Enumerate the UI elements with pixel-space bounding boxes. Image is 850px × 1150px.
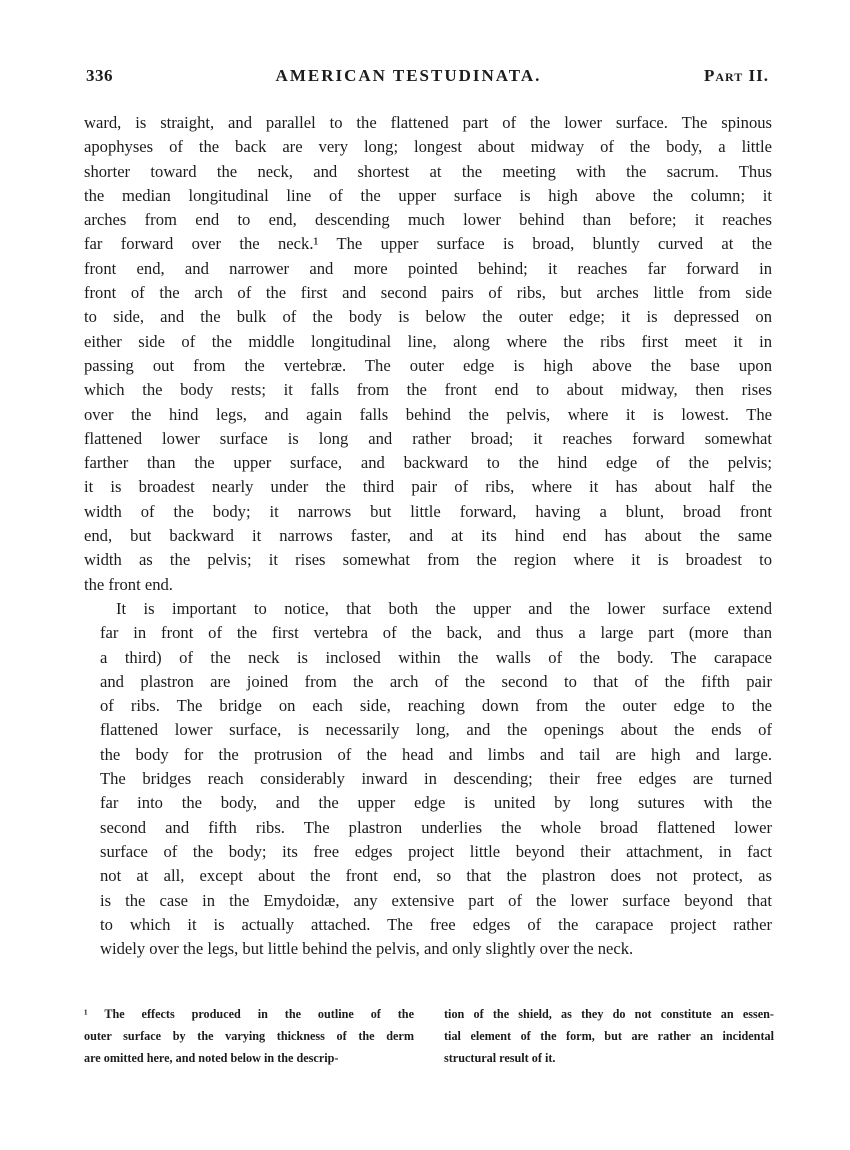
paragraph-2-line: is the case in the Emydoidæ, any extensive part of the lower surface beyond that [100, 890, 772, 910]
page-number: 336 [86, 66, 113, 85]
paragraph-1-line: the front end. [84, 574, 173, 594]
paragraph-2-line: the body for the protrusion of the head and limbs and tail are high and large. [100, 744, 772, 764]
paragraph-1-line: front of the arch of the first and second pairs of ribs, but arches little from side [84, 283, 772, 303]
part-label: Part II. [703, 66, 769, 85]
paragraph-1-line: farther than the upper surface, and backward to the hind edge of the pelvis; [84, 453, 772, 473]
footnotes [84, 1003, 774, 1069]
paragraph-1-line: arches from end to end, descending much lower behind than before; it reaches [84, 210, 772, 230]
paragraph-1-line: passing out from the vertebræ. The outer edge is high above the base upon [84, 355, 772, 375]
paragraph-1-line: ward, is straight, and parallel to the flattened part of the lower surface. The spinous [84, 113, 772, 132]
footnote-left-line: are omitted here, and noted below in the descrip- [84, 1051, 339, 1065]
paragraph-2-line: The bridges reach considerably inward in descending; their free edges are turned [100, 769, 772, 789]
footnote-left-line: ¹ The effects produced in the outline of the [84, 1007, 414, 1021]
paragraph-1-line: width as the pelvis; it rises somewhat from the region where it is broadest to [84, 550, 772, 570]
paragraph-2-line: of ribs. The bridge on each side, reaching down from the outer edge to the [100, 696, 772, 716]
running-title: AMERICAN TESTUDINATA. [275, 66, 542, 85]
paragraph-1 [84, 111, 772, 597]
paragraph-2 [84, 597, 772, 961]
paragraph-1-line: end, but backward it narrows faster, and at its hind end has about the same [84, 526, 772, 546]
paragraph-2-line: It is important to notice, that both the upper and the lower surface extend [116, 598, 772, 618]
paragraph-1-line: far forward over the neck.¹ The upper surface is broad, bluntly curved at the [84, 234, 772, 254]
paragraph-1-line: it is broadest nearly under the third pair of ribs, where it has about half the [84, 477, 772, 497]
paragraph-2-line: and plastron are joined from the arch of the second to that of the fifth pair [100, 671, 772, 691]
paragraph-1-line: front end, and narrower and more pointed behind; it reaches far forward in [84, 258, 772, 278]
running-header [86, 66, 769, 90]
paragraph-1-line: to side, and the bulk of the body is below the outer edge; it is depressed on [84, 307, 772, 327]
footnote-right-line: structural result of it. [444, 1051, 556, 1065]
paragraph-2-line: widely over the legs, but little behind the pelvis, and only slightly over the neck. [100, 939, 634, 959]
paragraph-2-line: second and fifth ribs. The plastron underlies the whole broad flattened lower [100, 817, 772, 837]
footnote-right-line: tion of the shield, as they do not constitute an essen- [444, 1007, 774, 1021]
paragraph-1-line: either side of the middle longitudinal line, along where the ribs first meet it in [84, 331, 772, 351]
paragraph-2-line: surface of the body; its free edges project little beyond their attachment, in fact [100, 841, 772, 861]
footnote-right-column [444, 1003, 774, 1069]
paragraph-1-line: the median longitudinal line of the upper surface is high above the column; it [84, 185, 772, 205]
footnote-right-line: tial element of the form, but are rather an incidental [444, 1029, 774, 1043]
paragraph-2-line: a third) of the neck is inclosed within the walls of the body. The carapace [100, 647, 772, 667]
paragraph-2-line: far in front of the first vertebra of the back, and thus a large part (more than [100, 623, 772, 643]
footnote-left-column [84, 1003, 414, 1069]
paragraph-1-line: over the hind legs, and again falls behind the pelvis, where it is lowest. The [84, 404, 772, 424]
paragraph-1-line: width of the body; it narrows but little forward, having a blunt, broad front [84, 501, 772, 521]
paragraph-2-line: flattened lower surface, is necessarily long, and the openings about the ends of [100, 720, 772, 740]
paragraph-1-line: shorter toward the neck, and shortest at the meeting with the sacrum. Thus [84, 161, 772, 181]
paragraph-1-line: which the body rests; it falls from the front end to about midway, then rises [84, 380, 772, 400]
paragraph-1-line: apophyses of the back are very long; longest about midway of the body, a little [84, 137, 772, 157]
paragraph-2-line: not at all, except about the front end, so that the plastron does not protect, as [100, 866, 772, 886]
paragraph-2-line: to which it is actually attached. The free edges of the carapace project rather [100, 914, 772, 934]
paragraph-2-line: far into the body, and the upper edge is united by long sutures with the [100, 793, 772, 813]
body-text [84, 111, 772, 961]
footnote-left-line: outer surface by the varying thickness of the derm [84, 1029, 414, 1043]
paragraph-1-line: flattened lower surface is long and rather broad; it reaches forward somewhat [84, 428, 772, 448]
